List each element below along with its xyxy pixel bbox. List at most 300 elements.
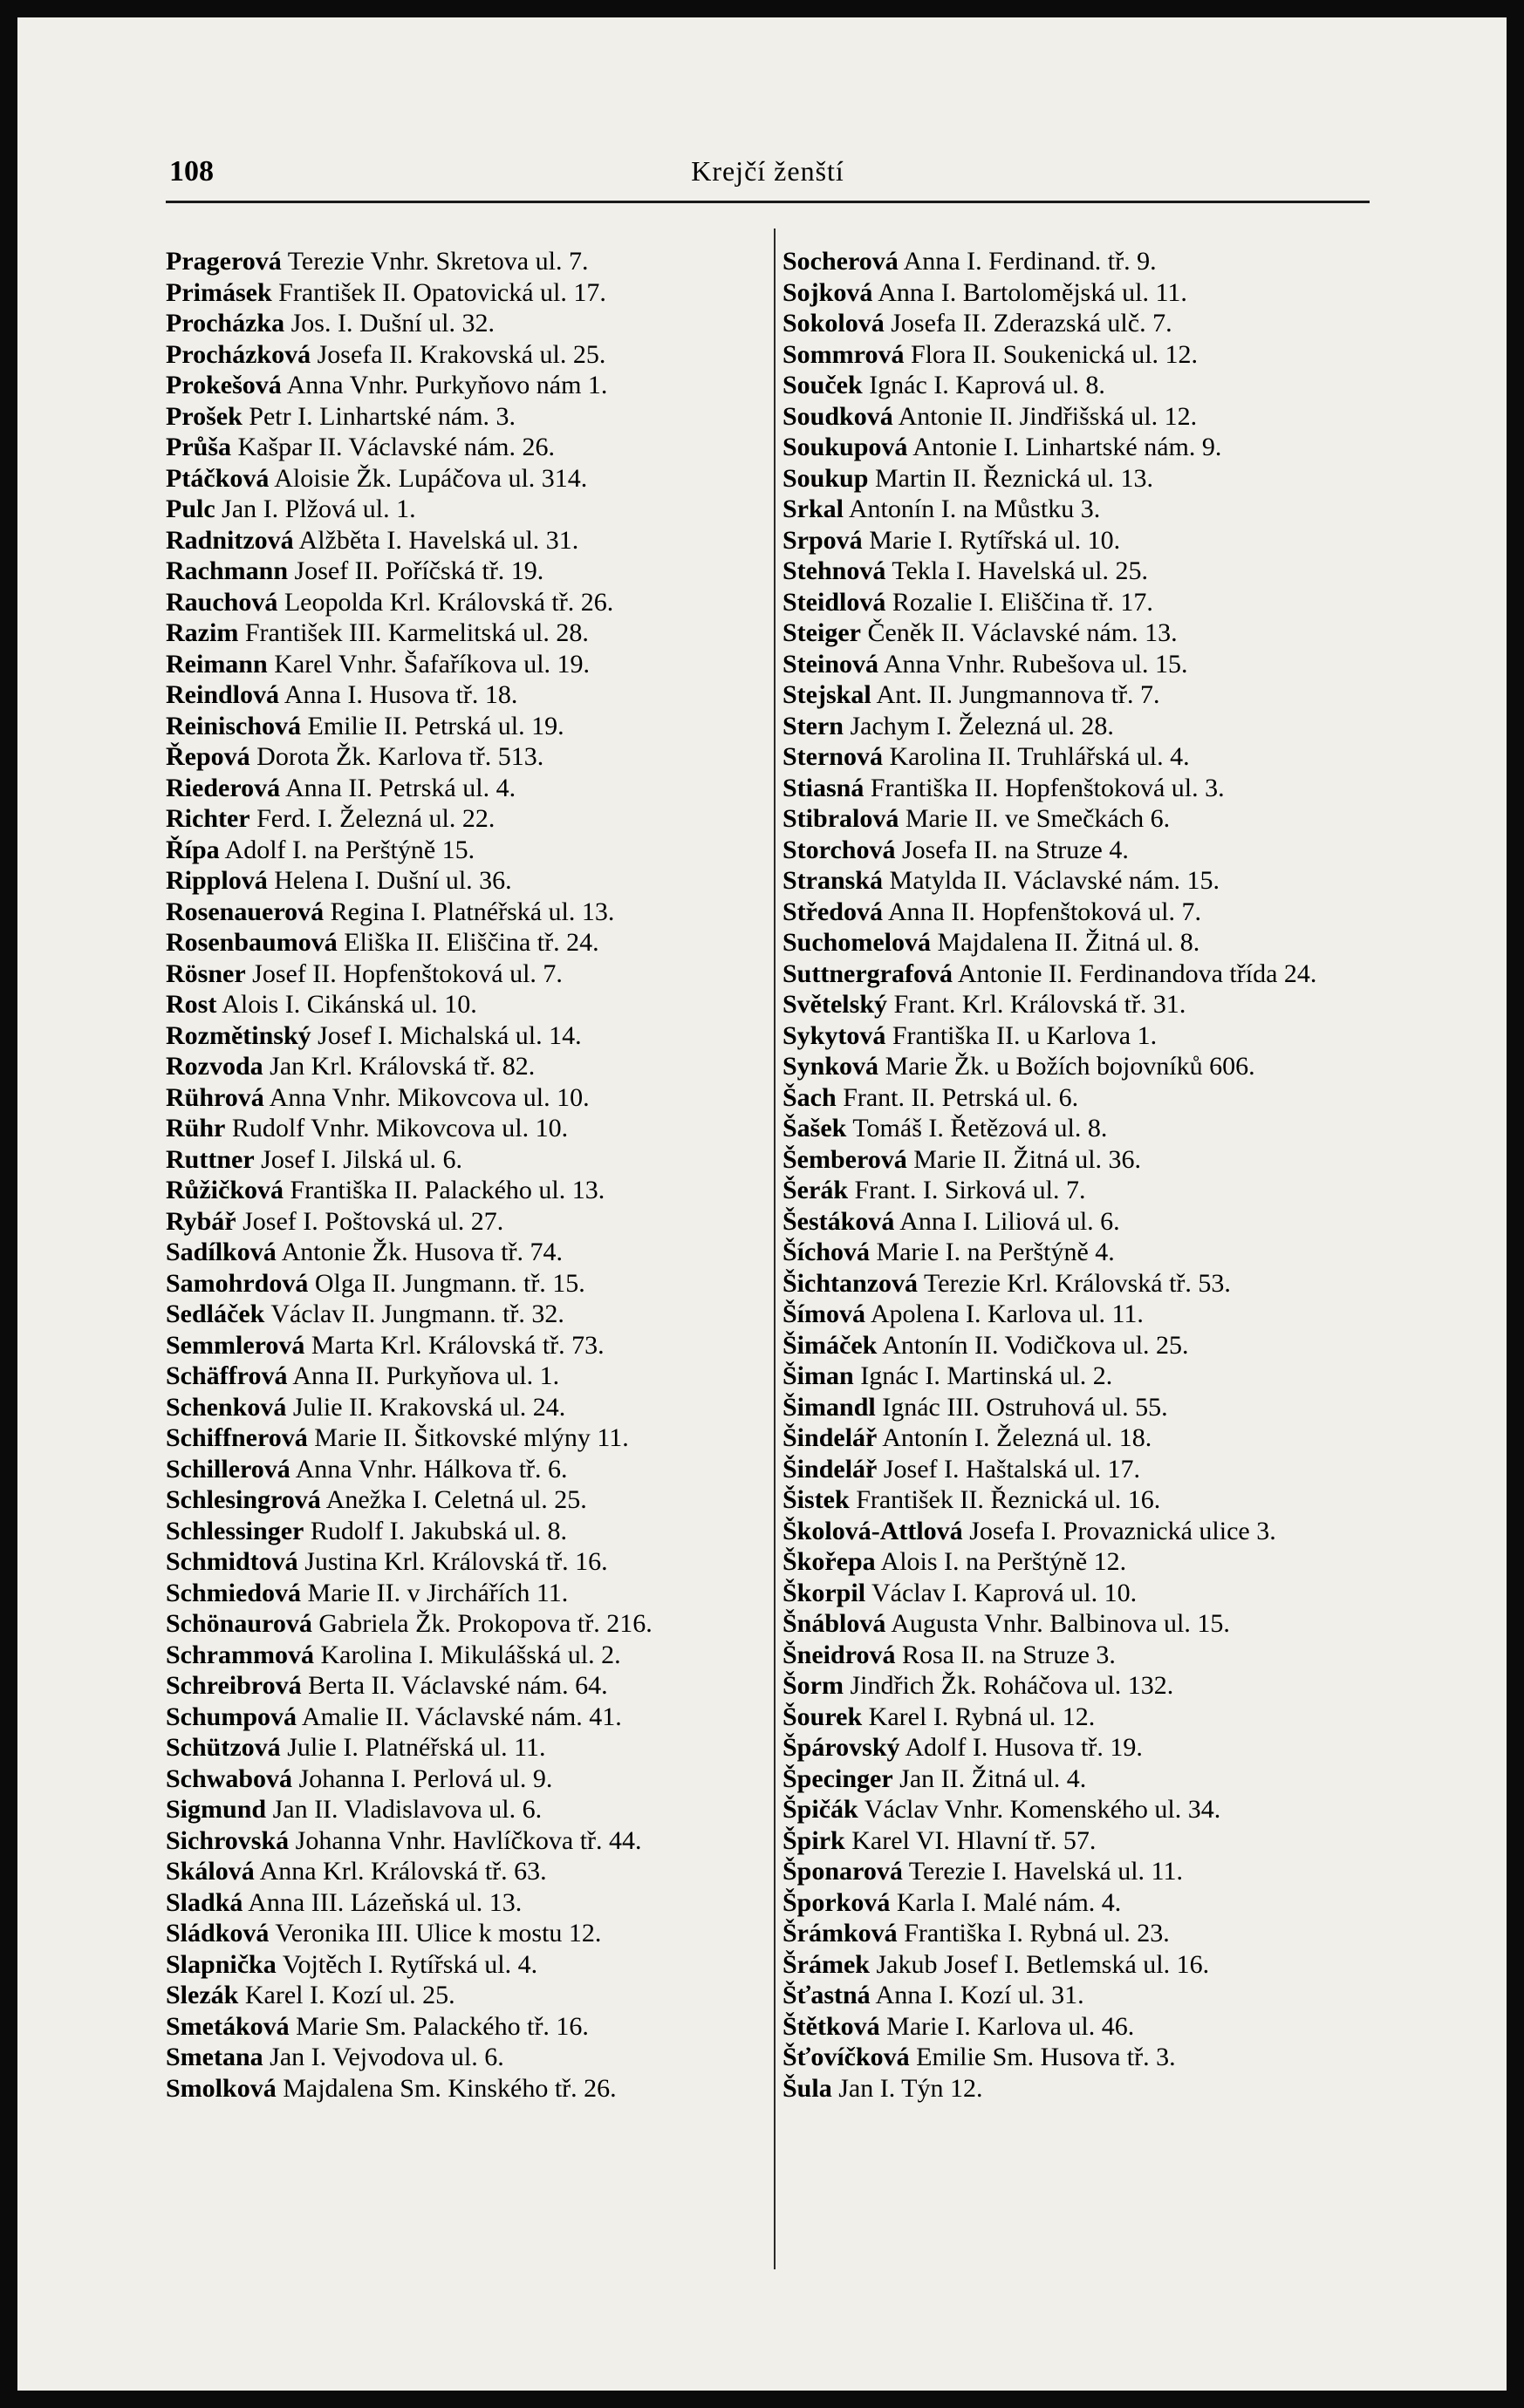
entry-name: Stranská xyxy=(783,866,884,895)
entry-details: Aloisie Žk. Lupáčova ul. 314. xyxy=(274,463,588,493)
entry-name: Šichtanzová xyxy=(783,1268,919,1298)
entry-details: Tekla I. Havelská ul. 25. xyxy=(892,556,1148,585)
directory-entry xyxy=(783,1608,1369,1640)
entry-name: Rozmětinský xyxy=(166,1020,311,1050)
entry-name: Šneidrová xyxy=(783,1640,896,1669)
entry-name: Smetáková xyxy=(166,2011,290,2041)
directory-entry xyxy=(783,1856,1369,1887)
directory-entry xyxy=(166,1268,759,1300)
entry-name: Špirk xyxy=(783,1825,845,1855)
directory-entry xyxy=(783,1918,1369,1949)
entry-details: Matylda II. Václavské nám. 15. xyxy=(889,866,1220,895)
entry-name: Stejskal xyxy=(783,680,871,709)
directory-entry xyxy=(166,246,759,277)
entry-details: Julie II. Krakovská ul. 24. xyxy=(292,1392,566,1422)
directory-entry xyxy=(783,1175,1369,1206)
entry-details: Jos. I. Dušní ul. 32. xyxy=(290,309,495,338)
directory-entry xyxy=(166,556,759,587)
directory-entry xyxy=(166,2011,759,2043)
entry-name: Semmlerová xyxy=(166,1330,305,1360)
entry-name: Ripplová xyxy=(166,866,268,895)
entry-details: Johanna I. Perlová ul. 9. xyxy=(298,1763,553,1793)
entry-details: Jan I. Týn 12. xyxy=(838,2073,983,2103)
entry-name: Sladká xyxy=(166,1887,243,1917)
entry-details: Frant. II. Petrská ul. 6. xyxy=(843,1082,1079,1112)
entry-name: Stiasná xyxy=(783,773,865,802)
directory-entry xyxy=(166,679,759,711)
directory-entry xyxy=(783,556,1369,587)
entry-name: Šťastná xyxy=(783,1981,871,2009)
entry-name: Slezák xyxy=(166,1981,239,2009)
entry-name: Procházka xyxy=(166,309,285,338)
directory-entry xyxy=(166,958,759,990)
directory-entry xyxy=(166,2073,759,2104)
entry-details: Ignác I. Martinská ul. 2. xyxy=(860,1361,1113,1390)
entry-details: Marie I. Karlova ul. 46. xyxy=(886,2011,1135,2041)
entry-details: Karel Vnhr. Šafaříkova ul. 19. xyxy=(274,649,591,679)
entry-details: Anna I. Liliová ul. 6. xyxy=(899,1206,1120,1236)
entry-name: Schwabová xyxy=(166,1763,293,1793)
directory-entry xyxy=(166,1144,759,1176)
entry-name: Schenková xyxy=(166,1392,287,1422)
entry-details: Antonie II. Ferdinandova třída 24. xyxy=(957,958,1317,988)
directory-entry xyxy=(166,1546,759,1578)
entry-details: Anna Vnhr. Mikovcova ul. 10. xyxy=(269,1082,590,1112)
entry-details: Rosa II. na Struze 3. xyxy=(901,1640,1116,1669)
directory-entry xyxy=(783,277,1369,309)
directory-entry xyxy=(166,1082,759,1114)
entry-details: František II. Opatovická ul. 17. xyxy=(278,277,606,307)
entry-details: Marie II. ve Smečkách 6. xyxy=(905,804,1171,833)
entry-details: Anna III. Lázeňská ul. 13. xyxy=(248,1887,523,1917)
entry-name: Schrammová xyxy=(166,1640,314,1669)
entry-details: Františka II. Hopfenštoková ul. 3. xyxy=(870,773,1225,802)
entry-name: Skálová xyxy=(166,1857,255,1886)
entry-details: Petr I. Linhartské nám. 3. xyxy=(249,401,516,431)
entry-details: Anna Krl. Královská tř. 63. xyxy=(259,1857,547,1886)
entry-name: Schmiedová xyxy=(166,1578,302,1607)
entry-details: Terezie Vnhr. Skretova ul. 7. xyxy=(287,247,589,276)
entry-details: Julie I. Platnéřská ul. 11. xyxy=(287,1733,546,1762)
entry-name: Srkal xyxy=(783,495,844,523)
entry-name: Šímová xyxy=(783,1300,866,1328)
directory-entry xyxy=(783,1392,1369,1423)
directory-entry xyxy=(166,1640,759,1671)
directory-entry xyxy=(166,1484,759,1516)
entry-details: Flora II. Soukenická ul. 12. xyxy=(910,339,1199,369)
entry-details: Emilie Sm. Husova tř. 3. xyxy=(916,2043,1176,2071)
entry-details: Martin II. Řeznická ul. 13. xyxy=(874,463,1154,493)
directory-entry xyxy=(783,401,1369,433)
entry-details: Augusta Vnhr. Balbinova ul. 15. xyxy=(891,1609,1230,1638)
directory-entry xyxy=(783,1949,1369,1981)
entry-details: Čeněk II. Václavské nám. 13. xyxy=(867,618,1178,647)
entry-details: Jindřich Žk. Roháčova ul. 132. xyxy=(850,1671,1174,1700)
directory-entry xyxy=(783,1051,1369,1082)
directory-entry xyxy=(783,1670,1369,1702)
entry-name: Slapnička xyxy=(166,1949,277,1979)
directory-entry xyxy=(783,773,1369,804)
entry-details: Anna II. Purkyňova ul. 1. xyxy=(292,1361,560,1390)
entry-name: Souček xyxy=(783,371,863,399)
entry-name: Samohrdová xyxy=(166,1268,309,1298)
entry-name: Růžičková xyxy=(166,1176,284,1204)
entry-name: Schumpová xyxy=(166,1702,297,1731)
entry-details: Anna Vnhr. Hálkova tř. 6. xyxy=(295,1454,568,1484)
entry-name: Špecinger xyxy=(783,1763,893,1793)
directory-entry xyxy=(783,1299,1369,1330)
entry-name: Suchomelová xyxy=(783,928,932,957)
entry-name: Štětková xyxy=(783,2011,880,2041)
directory-entry xyxy=(166,1454,759,1485)
entry-details: Josef I. Poštovská ul. 27. xyxy=(243,1206,504,1236)
entry-name: Reindlová xyxy=(166,680,280,709)
entry-name: Ruttner xyxy=(166,1144,255,1174)
directory-entry xyxy=(783,865,1369,897)
entry-name: Steidlová xyxy=(783,587,886,617)
entry-details: Dorota Žk. Karlova tř. 513. xyxy=(256,742,544,771)
entry-name: Procházková xyxy=(166,339,311,369)
entry-name: Smolková xyxy=(166,2073,277,2103)
directory-entry xyxy=(166,835,759,866)
entry-name: Pulc xyxy=(166,495,215,523)
entry-details: Anežka I. Celetná ul. 25. xyxy=(325,1485,587,1514)
entry-details: Antonie Žk. Husova tř. 74. xyxy=(281,1238,564,1266)
entry-details: Karel VI. Hlavní tř. 57. xyxy=(851,1825,1097,1855)
directory-entry xyxy=(783,2011,1369,2043)
directory-entry xyxy=(783,711,1369,742)
entry-name: Sokolová xyxy=(783,309,885,338)
directory-entry xyxy=(783,1825,1369,1857)
entry-name: Synková xyxy=(783,1052,879,1081)
directory-entry xyxy=(783,1206,1369,1238)
entry-name: Středová xyxy=(783,897,883,926)
entry-details: Adolf I. na Perštýně 15. xyxy=(224,835,475,864)
entry-details: Antonie II. Jindřišská ul. 12. xyxy=(898,401,1198,431)
entry-name: Školová-Attlová xyxy=(783,1516,963,1545)
entry-name: Šiman xyxy=(783,1361,854,1390)
entry-name: Sternová xyxy=(783,742,883,771)
entry-name: Řepová xyxy=(166,742,250,771)
entry-name: Radnitzová xyxy=(166,525,294,555)
entry-details: Regina I. Platnéřská ul. 13. xyxy=(330,897,615,926)
entry-name: Rost xyxy=(166,990,217,1019)
entry-name: Šula xyxy=(783,2073,832,2103)
entry-name: Šimandl xyxy=(783,1392,876,1422)
directory-entry xyxy=(166,432,759,463)
directory-entry xyxy=(166,1330,759,1361)
entry-name: Stehnová xyxy=(783,556,886,585)
entry-details: Anna Vnhr. Rubešova ul. 15. xyxy=(883,649,1188,679)
directory-entry xyxy=(783,1144,1369,1176)
entry-name: Razim xyxy=(166,618,239,647)
entry-details: Ant. II. Jungmannova tř. 7. xyxy=(876,680,1160,709)
entry-name: Škorpil xyxy=(783,1578,866,1607)
directory-entry xyxy=(166,1051,759,1082)
directory-entry xyxy=(166,773,759,804)
directory-entry xyxy=(783,1887,1369,1919)
directory-entry xyxy=(783,432,1369,463)
running-head-title: Krejčí ženští xyxy=(691,155,844,187)
directory-entry xyxy=(783,1237,1369,1268)
entry-name: Sadílková xyxy=(166,1238,277,1266)
entry-details: Václav Vnhr. Komenského ul. 34. xyxy=(864,1795,1221,1824)
entry-name: Rosenauerová xyxy=(166,897,325,926)
directory-entry xyxy=(783,1268,1369,1300)
entry-details: Tomáš I. Řetězová ul. 8. xyxy=(852,1114,1108,1143)
entry-details: Alois I. Cikánská ul. 10. xyxy=(222,990,477,1019)
directory-entry xyxy=(783,308,1369,339)
directory-entry xyxy=(166,989,759,1020)
directory-entry xyxy=(783,989,1369,1020)
entry-name: Schiffnerová xyxy=(166,1423,308,1452)
directory-entry xyxy=(783,1794,1369,1825)
entry-name: Stibralová xyxy=(783,804,899,833)
directory-entry xyxy=(166,1856,759,1887)
directory-entry xyxy=(783,1484,1369,1516)
entry-details: Františka I. Rybná ul. 23. xyxy=(904,1919,1170,1948)
entry-details: Frant. Krl. Královská tř. 31. xyxy=(893,990,1186,1019)
directory-entry xyxy=(783,587,1369,618)
entry-name: Škořepa xyxy=(783,1547,876,1576)
entry-name: Rozvoda xyxy=(166,1052,263,1081)
entry-name: Šporková xyxy=(783,1887,891,1917)
entry-details: Berta II. Václavské nám. 64. xyxy=(308,1671,608,1700)
entry-details: Terezie Krl. Královská tř. 53. xyxy=(923,1268,1231,1298)
entry-details: Anna Vnhr. Purkyňovo nám 1. xyxy=(286,371,608,399)
directory-entry xyxy=(166,1237,759,1268)
entry-details: Kašpar II. Václavské nám. 26. xyxy=(237,433,555,461)
entry-details: Vojtěch I. Rytířská ul. 4. xyxy=(282,1949,538,1979)
directory-entry xyxy=(166,463,759,495)
entry-details: Eliška II. Eliščina tř. 24. xyxy=(344,928,599,957)
entry-details: Johanna Vnhr. Havlíčkova tř. 44. xyxy=(295,1825,642,1855)
entry-name: Schützová xyxy=(166,1733,281,1762)
entry-name: Pragerová xyxy=(166,247,282,276)
entry-name: Šašek xyxy=(783,1114,847,1143)
entry-details: Jan I. Plžová ul. 1. xyxy=(222,495,416,523)
entry-name: Prokešová xyxy=(166,371,282,399)
directory-entry xyxy=(166,401,759,433)
directory-entry xyxy=(166,1422,759,1454)
directory-entry xyxy=(166,494,759,525)
directory-entry xyxy=(166,741,759,773)
entry-details: Karolina II. Truhlářská ul. 4. xyxy=(889,742,1190,771)
directory-entry xyxy=(783,1640,1369,1671)
directory-entry xyxy=(783,1732,1369,1763)
directory-entry xyxy=(783,1980,1369,2011)
entry-name: Rührová xyxy=(166,1082,264,1112)
entry-details: Marie II. v Jirchářích 11. xyxy=(307,1578,569,1607)
directory-entry xyxy=(783,1361,1369,1392)
entry-name: Richter xyxy=(166,804,250,833)
entry-details: Jan Krl. Královská tř. 82. xyxy=(270,1052,536,1081)
entry-details: Jan II. Žitná ul. 4. xyxy=(899,1763,1087,1793)
entry-details: Majdalena Sm. Kinského tř. 26. xyxy=(283,2073,617,2103)
entry-details: Jachym I. Železná ul. 28. xyxy=(850,711,1114,740)
entry-name: Šimáček xyxy=(783,1330,878,1360)
entry-details: Marie I. Rytířská ul. 10. xyxy=(869,525,1121,555)
entry-details: Josef I. Michalská ul. 14. xyxy=(318,1020,582,1050)
directory-entry xyxy=(783,1763,1369,1795)
entry-details: Marie Sm. Palackého tř. 16. xyxy=(296,2011,589,2041)
entry-name: Steiger xyxy=(783,618,861,647)
entry-details: Rozalie I. Eliščina tř. 17. xyxy=(892,587,1153,617)
entry-details: Ferd. I. Železná ul. 22. xyxy=(256,804,495,833)
entry-name: Schlesingrová xyxy=(166,1485,321,1514)
entry-details: Ignác III. Ostruhová ul. 55. xyxy=(882,1392,1168,1422)
entry-details: Frant. I. Sirková ul. 7. xyxy=(854,1176,1086,1204)
directory-entry xyxy=(783,463,1369,495)
entry-details: Leopolda Krl. Královská tř. 26. xyxy=(284,587,614,617)
directory-entry xyxy=(166,1392,759,1423)
entry-details: Josefa I. Provaznická ulice 3. xyxy=(969,1516,1276,1545)
entry-details: František II. Řeznická ul. 16. xyxy=(856,1485,1161,1514)
directory-entry xyxy=(166,711,759,742)
entry-name: Rachmann xyxy=(166,556,289,585)
entry-details: Marta Krl. Královská tř. 73. xyxy=(311,1330,605,1360)
entry-name: Rühr xyxy=(166,1114,226,1143)
entry-details: Jakub Josef I. Betlemská ul. 16. xyxy=(876,1949,1210,1979)
entry-name: Sigmund xyxy=(166,1795,267,1824)
entry-details: Veronika III. Ulice k mostu 12. xyxy=(275,1919,602,1948)
entry-name: Rosenbaumová xyxy=(166,928,338,957)
directory-entry xyxy=(166,308,759,339)
directory-entry xyxy=(783,897,1369,928)
entry-details: Václav I. Kaprová ul. 10. xyxy=(871,1578,1138,1607)
entry-details: Majdalena II. Žitná ul. 8. xyxy=(937,928,1200,957)
entry-details: Františka II. Palackého ul. 13. xyxy=(290,1176,605,1204)
entry-details: Antonín I. na Můstku 3. xyxy=(848,495,1101,523)
entry-name: Schönaurová xyxy=(166,1609,312,1638)
right-column xyxy=(783,246,1369,2104)
directory-entry xyxy=(783,617,1369,649)
directory-entry xyxy=(166,1670,759,1702)
directory-entry xyxy=(783,741,1369,773)
directory-entry xyxy=(783,339,1369,371)
entry-name: Šrámková xyxy=(783,1919,898,1948)
directory-entry xyxy=(166,339,759,371)
directory-entry xyxy=(166,277,759,309)
directory-entry xyxy=(166,1980,759,2011)
page-number: 108 xyxy=(169,155,214,188)
directory-entry xyxy=(783,835,1369,866)
directory-entry xyxy=(783,803,1369,835)
directory-entry xyxy=(166,803,759,835)
directory-entry xyxy=(166,1020,759,1052)
directory-entry xyxy=(166,897,759,928)
entry-name: Šťovíčková xyxy=(783,2043,910,2071)
entry-name: Prošek xyxy=(166,401,243,431)
entry-name: Schmidtová xyxy=(166,1547,298,1576)
entry-name: Schäffrová xyxy=(166,1361,288,1390)
directory-entry xyxy=(166,1702,759,1733)
directory-entry xyxy=(166,1887,759,1919)
entry-details: Rudolf I. Jakubská ul. 8. xyxy=(310,1516,567,1545)
directory-entry xyxy=(783,1422,1369,1454)
entry-details: Marie II. Šitkovské mlýny 11. xyxy=(314,1423,629,1452)
entry-name: Ptáčková xyxy=(166,463,270,493)
entry-name: Šorm xyxy=(783,1671,844,1700)
entry-details: Anna I. Husova tř. 18. xyxy=(284,680,518,709)
entry-name: Soukup xyxy=(783,463,869,493)
entry-details: Anna II. Hopfenštoková ul. 7. xyxy=(887,897,1201,926)
directory-entry xyxy=(783,649,1369,680)
entry-details: Antonín II. Vodičkova ul. 25. xyxy=(882,1330,1189,1360)
entry-name: Smetana xyxy=(166,2043,263,2071)
directory-entry xyxy=(166,2042,759,2073)
entry-name: Rauchová xyxy=(166,587,278,617)
directory-entry xyxy=(783,370,1369,401)
directory-entry xyxy=(783,1702,1369,1733)
entry-details: Františka II. u Karlova 1. xyxy=(892,1020,1158,1050)
entry-details: Adolf I. Husova tř. 19. xyxy=(905,1733,1143,1762)
entry-name: Sichrovská xyxy=(166,1825,290,1855)
directory-entry xyxy=(166,1763,759,1795)
entry-details: Josefa II. Krakovská ul. 25. xyxy=(317,339,606,369)
entry-name: Suttnergrafová xyxy=(783,958,953,988)
entry-name: Šemberová xyxy=(783,1144,907,1174)
directory-entry xyxy=(166,1732,759,1763)
entry-details: Josef I. Jilská ul. 6. xyxy=(261,1144,462,1174)
entry-name: Řípa xyxy=(166,835,220,864)
directory-entry xyxy=(166,649,759,680)
directory-entry xyxy=(166,1578,759,1609)
entry-details: Jan II. Vladislavova ul. 6. xyxy=(272,1795,543,1824)
entry-name: Soudková xyxy=(783,401,893,431)
directory-entry xyxy=(783,525,1369,556)
entry-name: Reinischová xyxy=(166,711,302,740)
entry-name: Soukupová xyxy=(783,433,908,461)
entry-details: Alžběta I. Havelská ul. 31. xyxy=(298,525,579,555)
directory-entry xyxy=(166,617,759,649)
entry-details: Justina Krl. Královská tř. 16. xyxy=(304,1547,608,1576)
directory-entry xyxy=(166,370,759,401)
directory-entry xyxy=(166,1516,759,1547)
entry-name: Šerák xyxy=(783,1176,848,1204)
entry-name: Sommrová xyxy=(783,339,905,369)
directory-entry xyxy=(166,927,759,958)
entry-details: Anna I. Ferdinand. tř. 9. xyxy=(903,247,1157,276)
directory-entry xyxy=(166,1113,759,1144)
entry-name: Šourek xyxy=(783,1702,863,1731)
entry-name: Průša xyxy=(166,433,231,461)
column-divider xyxy=(774,229,776,2269)
entry-details: Anna I. Kozí ul. 31. xyxy=(875,1981,1084,2009)
entry-details: Jan I. Vejvodova ul. 6. xyxy=(270,2043,504,2071)
directory-entry xyxy=(783,1082,1369,1114)
directory-entry xyxy=(166,1918,759,1949)
directory-entry xyxy=(783,494,1369,525)
directory-entry xyxy=(783,1578,1369,1609)
directory-entry xyxy=(166,865,759,897)
entry-name: Šnáblová xyxy=(783,1609,886,1638)
directory-entry xyxy=(783,2073,1369,2104)
directory-entry xyxy=(166,1175,759,1206)
entry-name: Šindelář xyxy=(783,1423,878,1452)
entry-name: Sládková xyxy=(166,1919,270,1948)
entry-details: Marie I. na Perštýně 4. xyxy=(876,1238,1115,1266)
entry-name: Šindelář xyxy=(783,1454,878,1484)
entry-details: Gabriela Žk. Prokopova tř. 216. xyxy=(318,1609,653,1638)
entry-details: Josefa II. Zderazská ulč. 7. xyxy=(891,309,1172,338)
entry-details: Josef II. Hopfenštoková ul. 7. xyxy=(252,958,563,988)
entry-details: Helena I. Dušní ul. 36. xyxy=(274,866,512,895)
entry-name: Reimann xyxy=(166,649,268,679)
directory-entry xyxy=(166,525,759,556)
directory-entry xyxy=(783,246,1369,277)
directory-entry xyxy=(166,1299,759,1330)
